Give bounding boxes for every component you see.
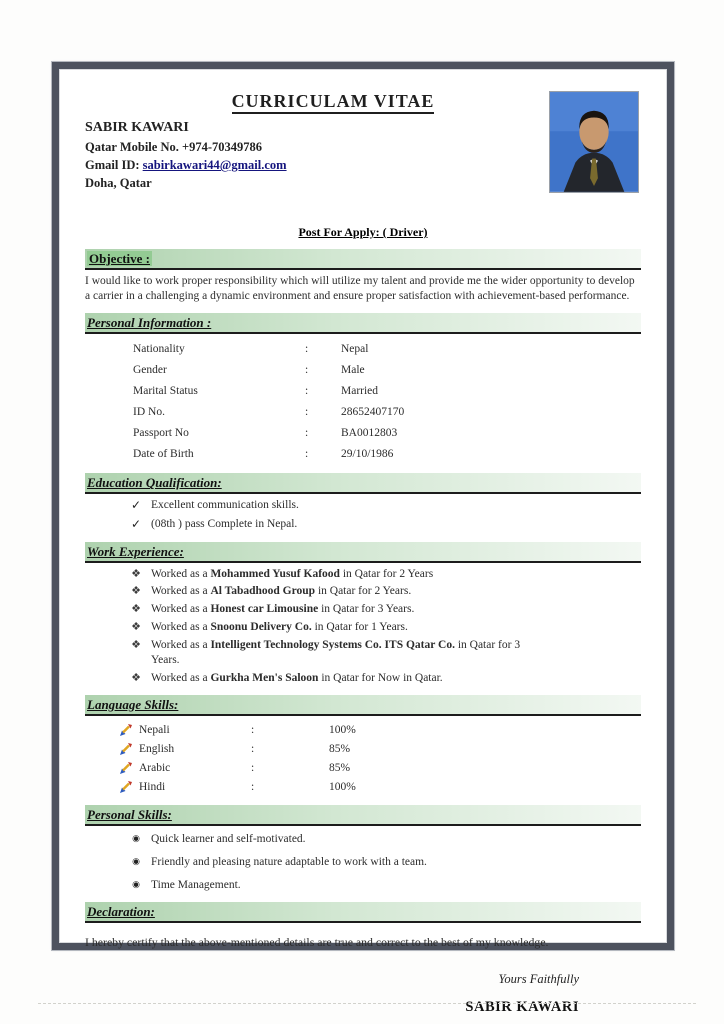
personal-skills-list (85, 832, 641, 893)
section-heading-declaration: Declaration: (85, 902, 641, 923)
check-icon: ✓ (130, 498, 142, 513)
contact-name: SABIR KAWARI (85, 120, 189, 135)
row-value: BA0012803 (341, 426, 398, 439)
row-value: Nepal (341, 342, 369, 355)
language-level: 85% (329, 742, 351, 755)
row-colon: : (251, 780, 255, 793)
education-item: ✓ (08th ) pass Complete in Nepal. (130, 516, 298, 531)
personal-info-row (133, 443, 641, 464)
row-value: 29/10/1986 (341, 447, 394, 460)
personal-info-table (133, 338, 641, 464)
work-item: ❖ Worked as a Honest car Limousine in Qatar for 3 Years. (129, 602, 641, 617)
post-for-apply: Post For Apply: ( Driver) (298, 225, 428, 239)
language-name: Nepali (139, 723, 170, 736)
section-heading-work-experience: Work Experience: (85, 542, 641, 563)
diamond-bullet-icon: ❖ (131, 621, 141, 634)
contact-location: Doha, Qatar (85, 176, 152, 190)
row-label: ID No. (133, 405, 165, 418)
row-colon: : (305, 426, 309, 439)
company-name: Gurkha Men's Saloon (210, 672, 319, 685)
row-colon: : (251, 742, 255, 755)
cv-frame (52, 62, 674, 1016)
personal-skill-item: ◉ Quick learner and self-motivated. (129, 832, 641, 847)
row-colon: : (305, 342, 309, 355)
row-colon: : (251, 723, 255, 736)
work-item: ❖ Worked as a Intelligent Technology Systems Co. ITS Qatar Co. in Qatar for 3 Years. (129, 638, 549, 668)
diamond-bullet-icon: ❖ (131, 585, 141, 598)
cv-title (145, 91, 521, 112)
company-name: Honest car Limousine (210, 603, 319, 616)
diamond-bullet-icon: ❖ (131, 603, 141, 616)
gmail-link[interactable]: sabirkawari44@gmail.com (142, 158, 287, 172)
company-name: Mohammed Yusuf Kafood (210, 567, 340, 580)
signature-name: SABIR KAWARI (465, 999, 579, 1016)
section-heading-objective: Objective : (85, 249, 641, 270)
scan-fold-line (38, 1003, 696, 1004)
diamond-bullet-icon: ❖ (131, 672, 141, 685)
objective-text: I would like to work proper responsibility which will utilize my talent and provide me the wider opportunity to develop a carrier in a challenging a dynamic environment and ensure proper satisfaction with achievement-based performance. (85, 275, 635, 303)
applicant-photo (549, 91, 639, 193)
work-item: ❖ Worked as a Al Tabadhood Group in Qatar for 2 Years. (129, 584, 641, 599)
work-item: ❖ Worked as a Gurkha Men's Saloon in Qatar for Now in Qatar. (129, 671, 641, 686)
language-row (119, 739, 641, 758)
section-heading-personal-skills: Personal Skills: (85, 805, 641, 826)
diamond-bullet-icon: ❖ (131, 567, 141, 580)
work-item: ❖ Worked as a Mohammed Yusuf Kafood in Qatar for 2 Years (129, 567, 641, 582)
personal-info-row (133, 338, 641, 359)
declaration-text: I hereby certify that the above-mentioned details are true and correct to the best of my knowledge. (85, 934, 549, 949)
row-colon: : (251, 761, 255, 774)
row-colon: : (305, 447, 309, 460)
gmail-label: Gmail ID: (85, 158, 143, 172)
education-list (85, 498, 641, 532)
company-name: Intelligent Technology Systems Co. ITS Qatar Co. (210, 639, 455, 652)
work-item: ❖ Worked as a Snoonu Delivery Co. in Qatar for 1 Years. (129, 620, 641, 635)
work-experience-list (85, 567, 641, 687)
section-heading-education: Education Qualification: (85, 473, 641, 494)
language-skills-table (119, 720, 641, 796)
ring-bullet-icon: ◉ (132, 833, 140, 844)
personal-info-row (133, 380, 641, 401)
language-row (119, 777, 641, 796)
education-item: ✓ Excellent communication skills. (130, 498, 299, 513)
signature-block (85, 972, 641, 1016)
language-row (119, 758, 641, 777)
language-row (119, 720, 641, 739)
personal-skill-item: ◉ Friendly and pleasing nature adaptable to work with a team. (129, 855, 641, 870)
check-icon: ✓ (130, 516, 142, 531)
language-arrow-icon (119, 723, 133, 737)
personal-info-row (133, 359, 641, 380)
ring-bullet-icon: ◉ (132, 878, 140, 889)
cv-header (85, 91, 641, 223)
section-heading-language-skills: Language Skills: (85, 695, 641, 716)
personal-info-row (133, 401, 641, 422)
row-label: Nationality (133, 342, 185, 355)
personal-info-row (133, 422, 641, 443)
row-value: 28652407170 (341, 405, 405, 418)
diamond-bullet-icon: ❖ (131, 639, 141, 652)
language-arrow-icon (119, 742, 133, 756)
row-label: Passport No (133, 426, 189, 439)
signature-closing: Yours Faithfully (498, 972, 579, 987)
language-name: Hindi (139, 780, 166, 793)
language-level: 100% (329, 723, 356, 736)
cv-title-text: CURRICULAM VITAE (232, 91, 435, 114)
personal-skill-item: ◉ Time Management. (129, 878, 641, 893)
row-value: Male (341, 363, 365, 376)
row-colon: : (305, 384, 309, 397)
language-arrow-icon (119, 780, 133, 794)
row-colon: : (305, 405, 309, 418)
row-label: Gender (133, 363, 167, 376)
company-name: Snoonu Delivery Co. (210, 621, 312, 634)
section-heading-personal-information: Personal Information : (85, 313, 641, 334)
ring-bullet-icon: ◉ (132, 856, 140, 867)
row-value: Married (341, 384, 379, 397)
row-colon: : (305, 363, 309, 376)
row-label: Marital Status (133, 384, 198, 397)
row-label: Date of Birth (133, 447, 194, 460)
company-name: Al Tabadhood Group (210, 585, 316, 598)
language-level: 85% (329, 761, 351, 774)
language-level: 100% (329, 780, 356, 793)
language-arrow-icon (119, 761, 133, 775)
contact-mobile: Qatar Mobile No. +974-70349786 (85, 140, 263, 154)
language-name: Arabic (139, 761, 171, 774)
language-name: English (139, 742, 175, 755)
